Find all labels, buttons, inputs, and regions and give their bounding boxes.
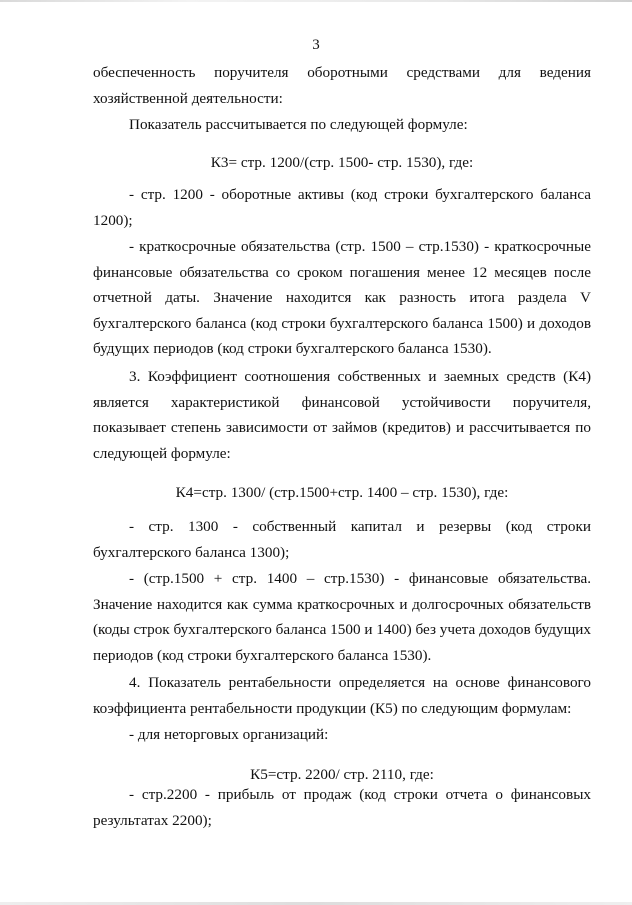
paragraph-2 (93, 112, 591, 138)
paragraph-text: - стр.2200 - прибыль от продаж (код строки отчета о финансовых результатах 2200); (93, 786, 591, 829)
paragraph-text: 3. Коэффициент соотношения собственных и заемных средств (К4) является характеристикой финансовой устойчивости поручителя, показывает степень зависимости от займов (кредитов) и рассчитывается по следующей формуле: (93, 368, 591, 462)
paragraph-text: - для неторговых организаций: (129, 726, 329, 743)
paragraph-5 (93, 364, 591, 466)
page-number: 3 (312, 37, 320, 53)
paragraph-text: Показатель рассчитывается по следующей формуле: (129, 116, 468, 133)
scan-edge-top (0, 0, 632, 2)
paragraph-7 (93, 566, 591, 668)
paragraph-text: - краткосрочные обязательства (стр. 1500 – стр.1530) - краткосрочные финансовые обязательства со сроком погашения менее 12 месяцев после отчетной даты. Значение находится как разность итога раздела V бухгалтерского баланса (код строки бухгалтерского баланса 1500) и доходов будущих периодов (код строки бухгалтерского баланса 1530). (93, 238, 591, 358)
paragraph-9 (93, 722, 591, 748)
formula-text: К3= стр. 1200/(стр. 1500- стр. 1530), где: (210, 154, 474, 171)
paragraph-8 (93, 670, 591, 721)
paragraph-10 (93, 782, 591, 833)
formula-k3 (93, 150, 591, 176)
paragraph-text: обеспеченность поручителя оборотными средствами для ведения хозяйственной деятельности: (93, 64, 591, 107)
paragraph-4 (93, 234, 591, 362)
paragraph-text: 4. Показатель рентабельности определяется на основе финансового коэффициента рентабельности продукции (К5) по следующим формулам: (93, 674, 591, 717)
paragraph-6 (93, 514, 591, 565)
paragraph-text: - стр. 1200 - оборотные активы (код строки бухгалтерского баланса 1200); (93, 186, 591, 229)
paragraph-3 (93, 182, 591, 233)
paragraph-text: - (стр.1500 + стр. 1400 – стр.1530) - финансовые обязательства. Значение находится как сумма краткосрочных и долгосрочных обязательств (коды строк бухгалтерского баланса 1500 и 1400) без учета доходов будущих периодов (код строки бухгалтерского баланса 1530). (93, 570, 591, 664)
formula-k4 (93, 480, 591, 506)
paragraph-1 (93, 60, 591, 111)
formula-text: К5=стр. 2200/ стр. 2110, где: (250, 766, 434, 783)
paragraph-text: - стр. 1300 - собственный капитал и резервы (код строки бухгалтерского баланса 1300); (93, 518, 591, 561)
formula-text: К4=стр. 1300/ (стр.1500+стр. 1400 – стр. 1530), где: (175, 484, 509, 501)
